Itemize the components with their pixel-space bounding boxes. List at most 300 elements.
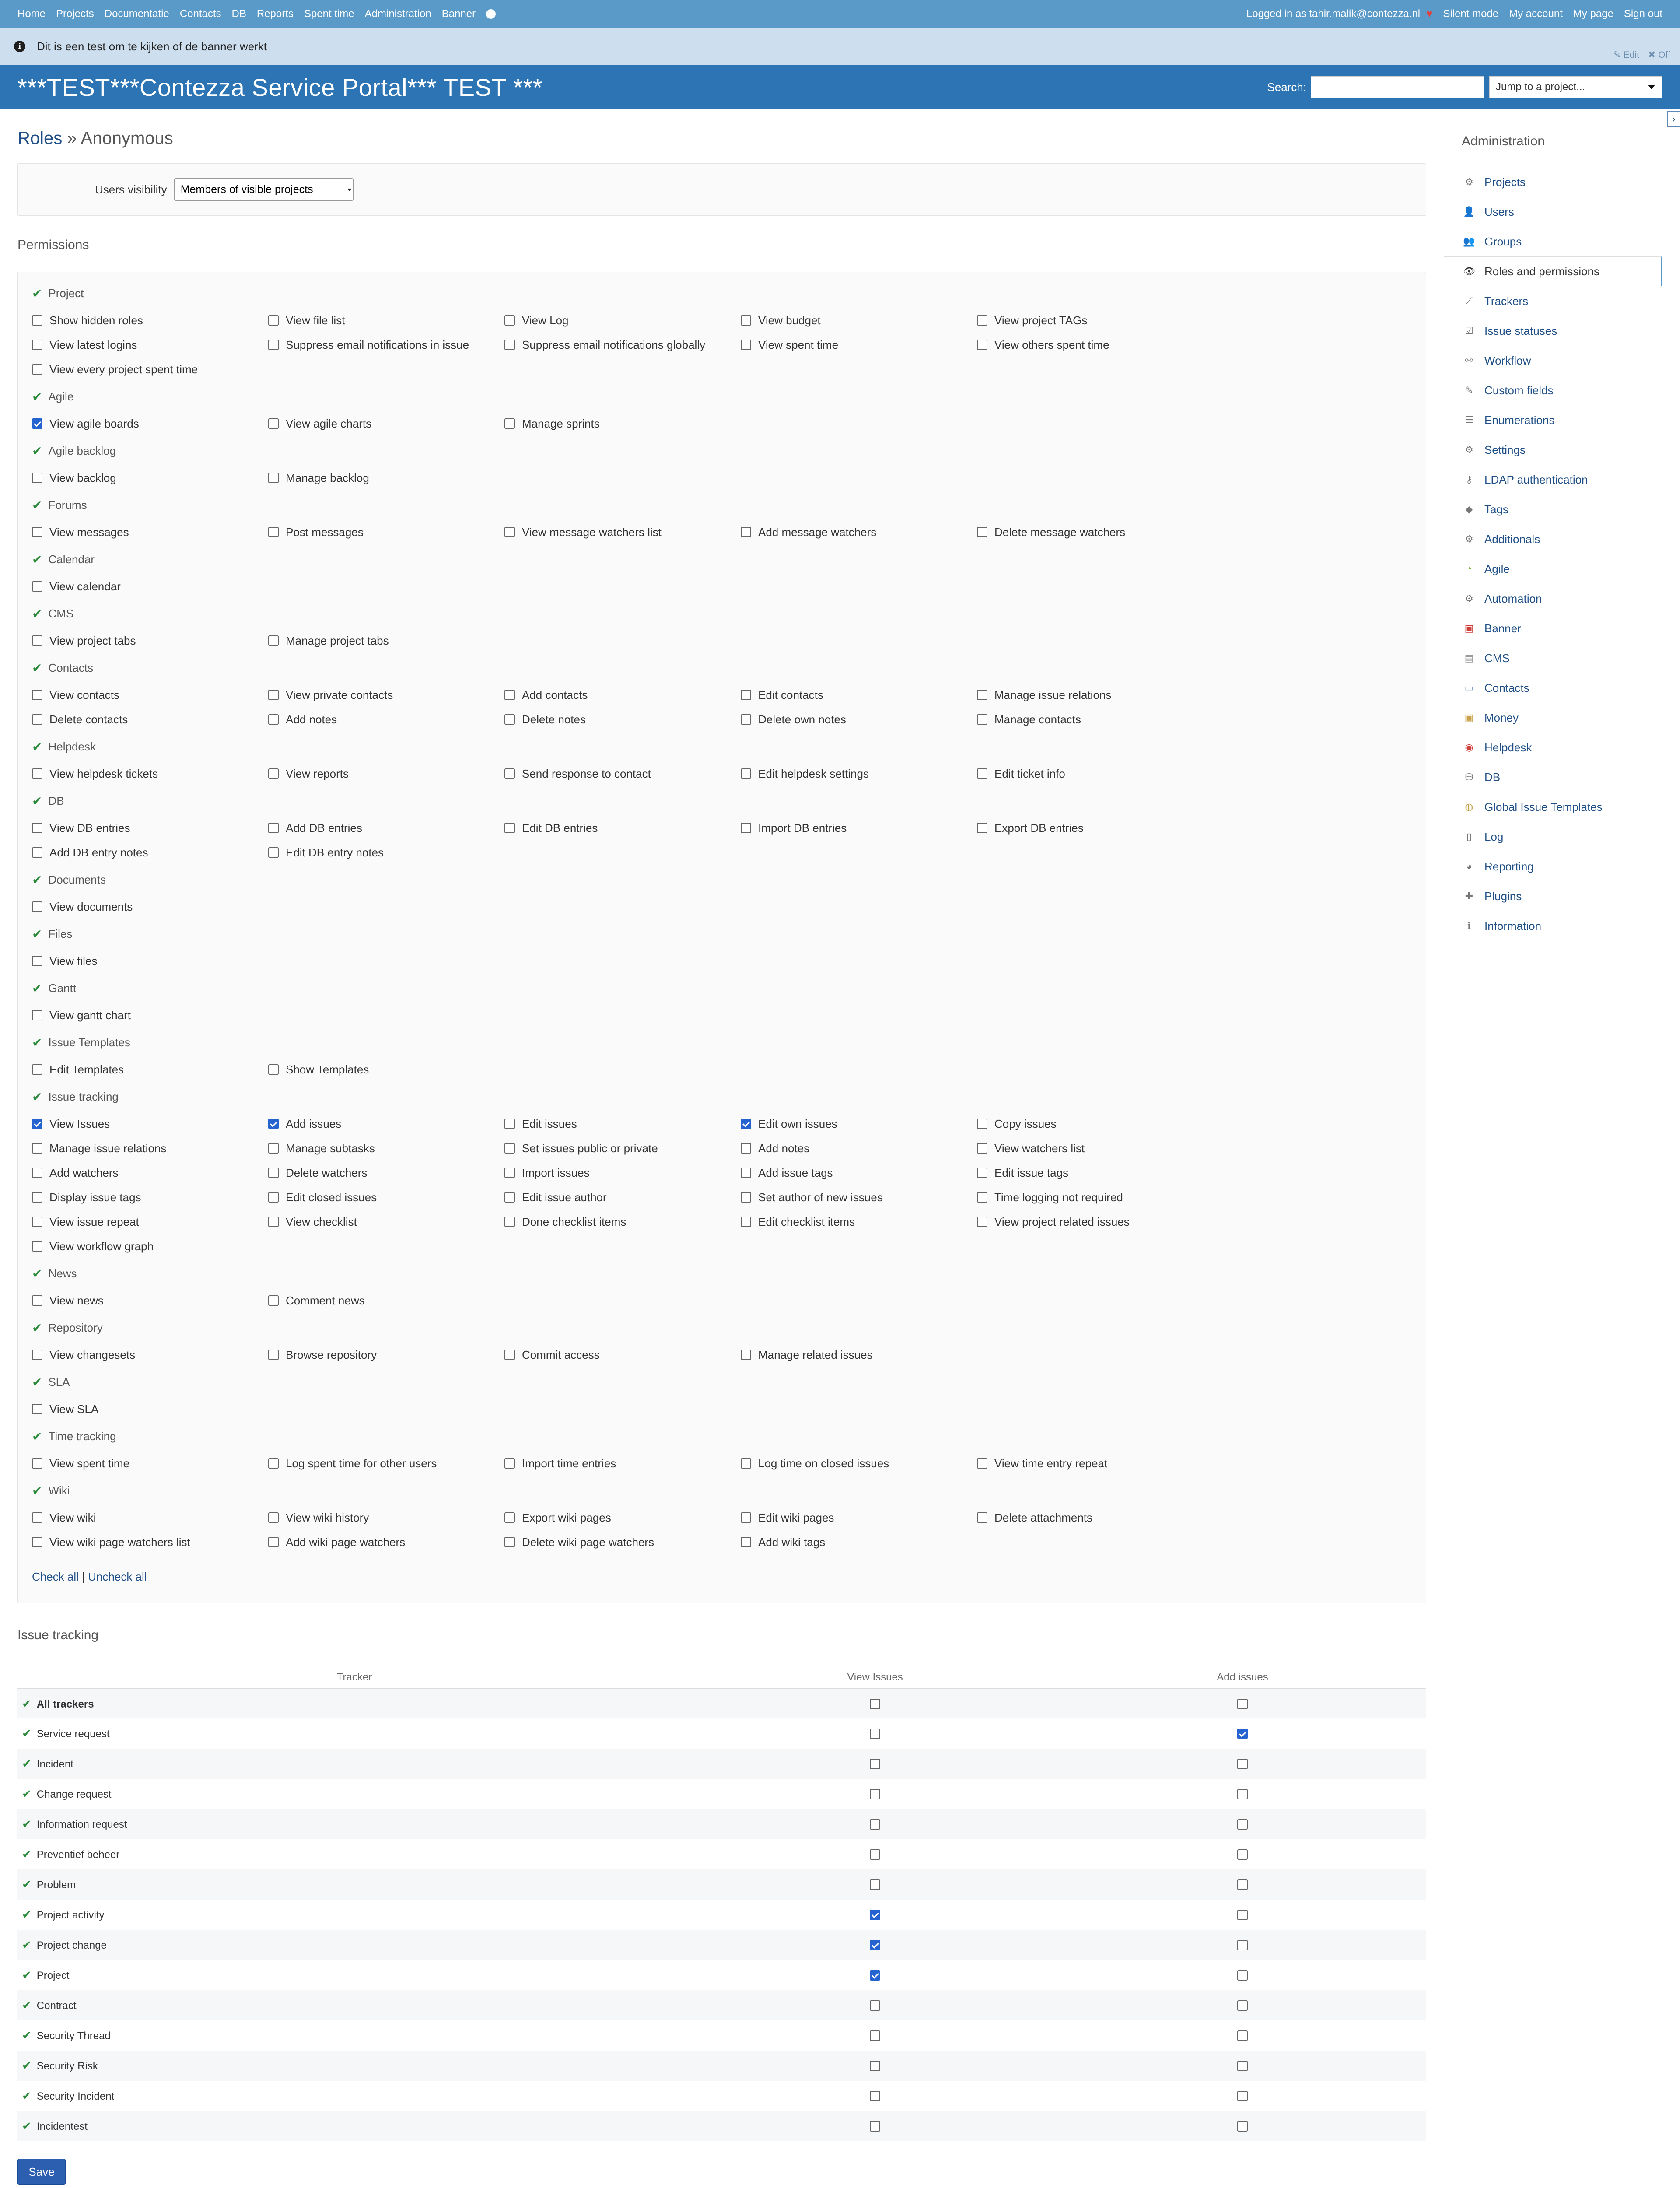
search-input[interactable] [1311, 76, 1484, 98]
permission-checkbox[interactable] [504, 1119, 515, 1129]
permission-checkbox[interactable] [32, 340, 42, 350]
permission-suppress-email-notifications-globally[interactable] [504, 338, 741, 352]
permission-view-helpdesk-tickets[interactable] [32, 767, 268, 781]
permission-checkbox[interactable] [741, 1119, 751, 1129]
permission-add-notes[interactable] [741, 1142, 977, 1155]
banner-edit-link[interactable] [1613, 49, 1639, 60]
sidebar-item-trackers[interactable] [1444, 286, 1680, 316]
permission-add-watchers[interactable] [32, 1166, 268, 1180]
permission-checkbox[interactable] [32, 1512, 42, 1523]
permission-checkbox[interactable] [741, 1350, 751, 1360]
permission-view-log[interactable] [504, 314, 741, 327]
permission-group-toggle[interactable] [32, 278, 1426, 308]
permission-view-agile-charts[interactable] [268, 417, 504, 431]
permission-checkbox[interactable] [268, 1350, 279, 1360]
permission-view-sla[interactable] [32, 1403, 268, 1416]
permission-checkbox[interactable] [32, 690, 42, 700]
permission-checkbox[interactable] [504, 527, 515, 537]
permission-checkbox[interactable] [268, 1168, 279, 1178]
permission-checkbox[interactable] [32, 364, 42, 375]
permission-view-watchers-list[interactable] [977, 1142, 1213, 1155]
add-issues-checkbox[interactable] [1237, 1729, 1248, 1739]
permission-checkbox[interactable] [32, 1458, 42, 1469]
sidebar-item-additionals[interactable] [1444, 524, 1680, 554]
check-icon[interactable]: ✔ [22, 1757, 32, 1770]
permission-checkbox[interactable] [268, 1143, 279, 1154]
permission-view-wiki[interactable] [32, 1511, 268, 1525]
permission-checkbox[interactable] [32, 635, 42, 646]
permission-checkbox[interactable] [32, 768, 42, 779]
permission-log-time-on-closed-issues[interactable] [741, 1457, 977, 1470]
permission-checkbox[interactable] [268, 690, 279, 700]
permission-group-toggle[interactable] [32, 436, 1426, 466]
permission-manage-related-issues[interactable] [741, 1348, 977, 1362]
sidebar-item-contacts[interactable] [1444, 673, 1680, 703]
permission-set-issues-public-or-private[interactable] [504, 1142, 741, 1155]
top-menu-item-documentatie[interactable]: Documentatie [104, 8, 169, 20]
permission-checkbox[interactable] [268, 768, 279, 779]
permission-add-db-entry-notes[interactable] [32, 846, 268, 859]
add-issues-checkbox[interactable] [1237, 2061, 1248, 2071]
permission-manage-issue-relations[interactable] [977, 688, 1213, 702]
permission-checkbox[interactable] [268, 340, 279, 350]
sidebar-item-tags[interactable] [1444, 494, 1680, 524]
sidebar-item-roles-and-permissions[interactable] [1444, 256, 1662, 286]
check-icon[interactable]: ✔ [22, 2059, 32, 2072]
permission-commit-access[interactable] [504, 1348, 741, 1362]
sidebar-item-custom-fields[interactable] [1444, 375, 1680, 405]
permission-checkbox[interactable] [32, 823, 42, 833]
permission-checkbox[interactable] [32, 714, 42, 725]
permission-view-latest-logins[interactable] [32, 338, 268, 352]
permission-checkbox[interactable] [977, 1168, 987, 1178]
permission-export-db-entries[interactable] [977, 821, 1213, 835]
permission-export-wiki-pages[interactable] [504, 1511, 741, 1525]
add-issues-checkbox[interactable] [1237, 1849, 1248, 1860]
permission-checkbox[interactable] [268, 1192, 279, 1203]
check-icon[interactable]: ✔ [22, 1999, 32, 2012]
permission-checkbox[interactable] [32, 1119, 42, 1129]
permission-checkbox[interactable] [741, 1168, 751, 1178]
permission-checkbox[interactable] [741, 1192, 751, 1203]
permission-checkbox[interactable] [268, 1512, 279, 1523]
sidebar-item-db[interactable] [1444, 762, 1680, 792]
permission-show-hidden-roles[interactable] [32, 314, 268, 327]
check-icon[interactable]: ✔ [22, 1787, 32, 1800]
permission-checkbox[interactable] [32, 418, 42, 429]
permission-display-issue-tags[interactable] [32, 1191, 268, 1204]
permission-manage-project-tabs[interactable] [268, 634, 504, 648]
permission-group-toggle[interactable] [32, 1313, 1426, 1343]
permission-view-wiki-page-watchers-list[interactable] [32, 1536, 268, 1549]
permission-checkbox[interactable] [504, 823, 515, 833]
permission-delete-attachments[interactable] [977, 1511, 1213, 1525]
top-menu-item-sign-out[interactable]: Sign out [1624, 8, 1662, 20]
permission-checkbox[interactable] [32, 1295, 42, 1306]
permission-checkbox[interactable] [268, 1217, 279, 1227]
permission-suppress-email-notifications-in-issue[interactable] [268, 338, 504, 352]
permission-view-calendar[interactable] [32, 580, 268, 593]
view-issues-checkbox[interactable] [870, 1699, 880, 1709]
permission-checkbox[interactable] [32, 847, 42, 858]
top-menu-item-my-account[interactable]: My account [1509, 8, 1563, 20]
sidebar-item-cms[interactable] [1444, 643, 1680, 673]
permission-group-toggle[interactable] [32, 865, 1426, 894]
permission-edit-ticket-info[interactable] [977, 767, 1213, 781]
add-issues-checkbox[interactable] [1237, 1879, 1248, 1890]
view-issues-checkbox[interactable] [870, 2000, 880, 2011]
permission-edit-issues[interactable] [504, 1117, 741, 1131]
permission-edit-issue-tags[interactable] [977, 1166, 1213, 1180]
permission-group-toggle[interactable] [32, 1421, 1426, 1451]
permission-checkbox[interactable] [32, 527, 42, 537]
sidebar-item-groups[interactable] [1444, 227, 1680, 256]
permission-checkbox[interactable] [504, 714, 515, 725]
users-visibility-select[interactable] [174, 178, 354, 201]
permission-checkbox[interactable] [741, 1458, 751, 1469]
permission-add-message-watchers[interactable] [741, 526, 977, 539]
permission-checkbox[interactable] [32, 901, 42, 912]
site-title[interactable]: ***TEST***Contezza Service Portal*** TEST *** [18, 73, 543, 101]
permission-checkbox[interactable] [32, 1168, 42, 1178]
permission-checkbox[interactable] [32, 581, 42, 592]
sidebar-item-automation[interactable] [1444, 584, 1680, 614]
view-issues-checkbox[interactable] [870, 2121, 880, 2132]
sidebar-item-log[interactable] [1444, 822, 1680, 852]
top-menu-item-contacts[interactable]: Contacts [179, 8, 221, 20]
permission-view-others-spent-time[interactable] [977, 338, 1213, 352]
permission-delete-message-watchers[interactable] [977, 526, 1213, 539]
permission-view-private-contacts[interactable] [268, 688, 504, 702]
sidebar-item-settings[interactable] [1444, 435, 1680, 465]
permission-checkbox[interactable] [741, 340, 751, 350]
permission-checkbox[interactable] [32, 315, 42, 326]
permission-checkbox[interactable] [504, 315, 515, 326]
view-issues-checkbox[interactable] [870, 2091, 880, 2101]
permission-checkbox[interactable] [32, 1192, 42, 1203]
permission-checkbox[interactable] [977, 714, 987, 725]
permission-view-project-tags[interactable] [977, 314, 1213, 327]
top-menu-item-my-page[interactable]: My page [1573, 8, 1614, 20]
permission-checkbox[interactable] [741, 714, 751, 725]
check-icon[interactable]: ✔ [22, 1848, 32, 1861]
permission-delete-watchers[interactable] [268, 1166, 504, 1180]
permission-checkbox[interactable] [504, 1143, 515, 1154]
check-icon[interactable]: ✔ [22, 2119, 32, 2132]
permission-checkbox[interactable] [268, 1458, 279, 1469]
permission-checkbox[interactable] [268, 473, 279, 483]
top-menu-item-administration[interactable]: Administration [364, 8, 431, 20]
view-issues-checkbox[interactable] [870, 1849, 880, 1860]
sidebar-item-banner[interactable] [1444, 614, 1680, 643]
permission-delete-own-notes[interactable] [741, 713, 977, 726]
permission-checkbox[interactable] [268, 1537, 279, 1547]
permission-checkbox[interactable] [741, 1217, 751, 1227]
permission-view-checklist[interactable] [268, 1215, 504, 1229]
permission-view-changesets[interactable] [32, 1348, 268, 1362]
jump-to-project-dropdown[interactable] [1489, 76, 1662, 98]
add-issues-checkbox[interactable] [1237, 2000, 1248, 2011]
permission-edit-checklist-items[interactable] [741, 1215, 977, 1229]
permission-checkbox[interactable] [32, 1404, 42, 1414]
permission-checkbox[interactable] [32, 1217, 42, 1227]
view-issues-checkbox[interactable] [870, 2061, 880, 2071]
top-menu-item-banner[interactable]: Banner [441, 8, 476, 20]
permission-import-issues[interactable] [504, 1166, 741, 1180]
view-issues-checkbox[interactable] [870, 1879, 880, 1890]
permission-checkbox[interactable] [504, 690, 515, 700]
permission-add-wiki-tags[interactable] [741, 1536, 977, 1549]
sidebar-item-users[interactable] [1444, 197, 1680, 227]
permission-checkbox[interactable] [977, 1119, 987, 1129]
add-issues-checkbox[interactable] [1237, 1699, 1248, 1709]
permission-time-logging-not-required[interactable] [977, 1191, 1213, 1204]
logged-in-user-link[interactable]: tahir.malik@contezza.nl [1309, 8, 1421, 20]
permission-checkbox[interactable] [32, 1143, 42, 1154]
add-issues-checkbox[interactable] [1237, 2091, 1248, 2101]
permission-view-project-tabs[interactable] [32, 634, 268, 648]
permission-edit-templates[interactable] [32, 1063, 268, 1076]
check-icon[interactable]: ✔ [22, 2029, 32, 2042]
view-issues-checkbox[interactable] [870, 1970, 880, 1981]
top-menu-item-db[interactable]: DB [231, 8, 246, 20]
check-icon[interactable]: ✔ [22, 2089, 32, 2102]
permission-view-messages[interactable] [32, 526, 268, 539]
permission-view-file-list[interactable] [268, 314, 504, 327]
sidebar-item-projects[interactable] [1444, 167, 1680, 197]
permission-group-toggle[interactable] [32, 1367, 1426, 1397]
permission-view-files[interactable] [32, 954, 268, 968]
permission-checkbox[interactable] [32, 1064, 42, 1075]
permission-view-wiki-history[interactable] [268, 1511, 504, 1525]
permission-checkbox[interactable] [268, 635, 279, 646]
check-icon[interactable]: ✔ [22, 1938, 32, 1951]
sidebar-item-information[interactable] [1444, 911, 1680, 941]
sidebar-item-global-issue-templates[interactable] [1444, 792, 1680, 822]
permission-checkbox[interactable] [268, 823, 279, 833]
permission-view-gantt-chart[interactable] [32, 1009, 268, 1022]
permission-send-response-to-contact[interactable] [504, 767, 741, 781]
permission-edit-issue-author[interactable] [504, 1191, 741, 1204]
permission-show-templates[interactable] [268, 1063, 504, 1076]
permission-checkbox[interactable] [977, 527, 987, 537]
check-all-link[interactable]: Check all [32, 1570, 79, 1583]
permission-view-every-project-spent-time[interactable] [32, 363, 268, 376]
permission-checkbox[interactable] [741, 1537, 751, 1547]
permission-done-checklist-items[interactable] [504, 1215, 741, 1229]
breadcrumb-roles-link[interactable]: Roles [18, 129, 63, 148]
check-icon[interactable]: ✔ [22, 1697, 32, 1710]
permission-checkbox[interactable] [741, 315, 751, 326]
permission-view-project-related-issues[interactable] [977, 1215, 1213, 1229]
permission-edit-wiki-pages[interactable] [741, 1511, 977, 1525]
permission-checkbox[interactable] [268, 847, 279, 858]
permission-checkbox[interactable] [504, 1192, 515, 1203]
permission-group-toggle[interactable] [32, 653, 1426, 683]
sidebar-item-workflow[interactable] [1444, 346, 1680, 375]
permission-manage-backlog[interactable] [268, 471, 504, 485]
permission-view-issues[interactable] [32, 1117, 268, 1131]
permission-checkbox[interactable] [504, 1512, 515, 1523]
permission-add-issue-tags[interactable] [741, 1166, 977, 1180]
permission-view-workflow-graph[interactable] [32, 1240, 268, 1253]
top-menu-item-silent-mode[interactable]: Silent mode [1443, 8, 1499, 20]
view-issues-checkbox[interactable] [870, 1940, 880, 1950]
permission-add-db-entries[interactable] [268, 821, 504, 835]
permission-view-issue-repeat[interactable] [32, 1215, 268, 1229]
top-menu-item-reports[interactable]: Reports [256, 8, 294, 20]
permission-checkbox[interactable] [268, 418, 279, 429]
permission-group-toggle[interactable] [32, 732, 1426, 761]
permission-checkbox[interactable] [32, 1537, 42, 1547]
permission-checkbox[interactable] [504, 418, 515, 429]
permission-view-db-entries[interactable] [32, 821, 268, 835]
permission-group-toggle[interactable] [32, 544, 1426, 574]
permission-import-db-entries[interactable] [741, 821, 977, 835]
permission-view-reports[interactable] [268, 767, 504, 781]
permission-checkbox[interactable] [504, 768, 515, 779]
permission-add-contacts[interactable] [504, 688, 741, 702]
permission-add-issues[interactable] [268, 1117, 504, 1131]
sidebar-item-plugins[interactable] [1444, 881, 1680, 911]
view-issues-checkbox[interactable] [870, 2030, 880, 2041]
view-issues-checkbox[interactable] [870, 1819, 880, 1830]
permission-manage-contacts[interactable] [977, 713, 1213, 726]
permission-browse-repository[interactable] [268, 1348, 504, 1362]
permission-checkbox[interactable] [741, 768, 751, 779]
permission-checkbox[interactable] [268, 527, 279, 537]
permission-checkbox[interactable] [268, 714, 279, 725]
sidebar-item-enumerations[interactable] [1444, 405, 1680, 435]
permission-copy-issues[interactable] [977, 1117, 1213, 1131]
permission-checkbox[interactable] [977, 690, 987, 700]
add-issues-checkbox[interactable] [1237, 2030, 1248, 2041]
permission-edit-db-entries[interactable] [504, 821, 741, 835]
permission-checkbox[interactable] [504, 1350, 515, 1360]
top-menu-item-home[interactable]: Home [18, 8, 46, 20]
permission-delete-notes[interactable] [504, 713, 741, 726]
add-issues-checkbox[interactable] [1237, 1910, 1248, 1920]
permission-checkbox[interactable] [504, 1537, 515, 1547]
permission-edit-contacts[interactable] [741, 688, 977, 702]
permission-view-spent-time[interactable] [32, 1457, 268, 1470]
permission-group-toggle[interactable] [32, 1259, 1426, 1288]
sidebar-item-money[interactable] [1444, 703, 1680, 733]
check-icon[interactable]: ✔ [22, 1727, 32, 1740]
permission-import-time-entries[interactable] [504, 1457, 741, 1470]
add-issues-checkbox[interactable] [1237, 1789, 1248, 1799]
permission-checkbox[interactable] [32, 1350, 42, 1360]
permission-add-wiki-page-watchers[interactable] [268, 1536, 504, 1549]
permission-checkbox[interactable] [977, 768, 987, 779]
help-icon[interactable]: ? [486, 9, 496, 19]
uncheck-all-link[interactable]: Uncheck all [88, 1570, 147, 1583]
sidebar-item-agile[interactable] [1444, 554, 1680, 584]
top-menu-item-spent-time[interactable]: Spent time [304, 8, 354, 20]
permission-manage-issue-relations[interactable] [32, 1142, 268, 1155]
permission-group-toggle[interactable] [32, 786, 1426, 816]
permission-set-author-of-new-issues[interactable] [741, 1191, 977, 1204]
view-issues-checkbox[interactable] [870, 1910, 880, 1920]
permission-group-toggle[interactable] [32, 1082, 1426, 1112]
permission-checkbox[interactable] [32, 473, 42, 483]
permission-checkbox[interactable] [268, 315, 279, 326]
permission-checkbox[interactable] [977, 1192, 987, 1203]
view-issues-checkbox[interactable] [870, 1789, 880, 1799]
permission-checkbox[interactable] [977, 340, 987, 350]
permission-edit-helpdesk-settings[interactable] [741, 767, 977, 781]
permission-checkbox[interactable] [977, 1458, 987, 1469]
permission-group-toggle[interactable] [32, 1476, 1426, 1505]
permission-view-spent-time[interactable] [741, 338, 977, 352]
add-issues-checkbox[interactable] [1237, 2121, 1248, 2132]
permission-view-message-watchers-list[interactable] [504, 526, 741, 539]
permission-checkbox[interactable] [32, 1241, 42, 1252]
permission-checkbox[interactable] [741, 690, 751, 700]
permission-group-toggle[interactable] [32, 973, 1426, 1003]
sidebar-item-ldap-authentication[interactable] [1444, 465, 1680, 494]
permission-manage-sprints[interactable] [504, 417, 741, 431]
permission-view-contacts[interactable] [32, 688, 268, 702]
permission-checkbox[interactable] [268, 1119, 279, 1129]
permission-comment-news[interactable] [268, 1294, 504, 1308]
permission-view-time-entry-repeat[interactable] [977, 1457, 1213, 1470]
permission-view-news[interactable] [32, 1294, 268, 1308]
add-issues-checkbox[interactable] [1237, 1970, 1248, 1981]
permission-delete-wiki-page-watchers[interactable] [504, 1536, 741, 1549]
permission-group-toggle[interactable] [32, 490, 1426, 520]
permission-view-backlog[interactable] [32, 471, 268, 485]
banner-off-link[interactable] [1648, 49, 1670, 60]
check-icon[interactable]: ✔ [22, 1908, 32, 1921]
permission-checkbox[interactable] [977, 823, 987, 833]
permission-checkbox[interactable] [32, 1010, 42, 1020]
permission-checkbox[interactable] [32, 956, 42, 966]
permission-checkbox[interactable] [977, 1217, 987, 1227]
check-icon[interactable]: ✔ [22, 1968, 32, 1981]
permission-edit-own-issues[interactable] [741, 1117, 977, 1131]
permission-checkbox[interactable] [977, 1143, 987, 1154]
permission-checkbox[interactable] [268, 1064, 279, 1075]
permission-checkbox[interactable] [504, 1458, 515, 1469]
sidebar-item-helpdesk[interactable] [1444, 733, 1680, 762]
permission-group-toggle[interactable] [32, 382, 1426, 411]
permission-delete-contacts[interactable] [32, 713, 268, 726]
sidebar-toggle-icon[interactable]: › [1667, 111, 1680, 127]
permission-group-toggle[interactable] [32, 919, 1426, 949]
permission-checkbox[interactable] [268, 1295, 279, 1306]
permission-post-messages[interactable] [268, 526, 504, 539]
view-issues-checkbox[interactable] [870, 1759, 880, 1769]
permission-manage-subtasks[interactable] [268, 1142, 504, 1155]
permission-view-documents[interactable] [32, 900, 268, 914]
add-issues-checkbox[interactable] [1237, 1819, 1248, 1830]
check-icon[interactable]: ✔ [22, 1878, 32, 1891]
permission-checkbox[interactable] [504, 1168, 515, 1178]
permission-group-toggle[interactable] [32, 1027, 1426, 1057]
check-icon[interactable]: ✔ [22, 1817, 32, 1830]
sidebar-item-issue-statuses[interactable] [1444, 316, 1680, 346]
permission-group-toggle[interactable] [32, 599, 1426, 628]
permission-checkbox[interactable] [977, 1512, 987, 1523]
add-issues-checkbox[interactable] [1237, 1940, 1248, 1950]
permission-checkbox[interactable] [504, 1217, 515, 1227]
permission-view-budget[interactable] [741, 314, 977, 327]
permission-checkbox[interactable] [741, 527, 751, 537]
view-issues-checkbox[interactable] [870, 1729, 880, 1739]
permission-add-notes[interactable] [268, 713, 504, 726]
permission-view-agile-boards[interactable] [32, 417, 268, 431]
